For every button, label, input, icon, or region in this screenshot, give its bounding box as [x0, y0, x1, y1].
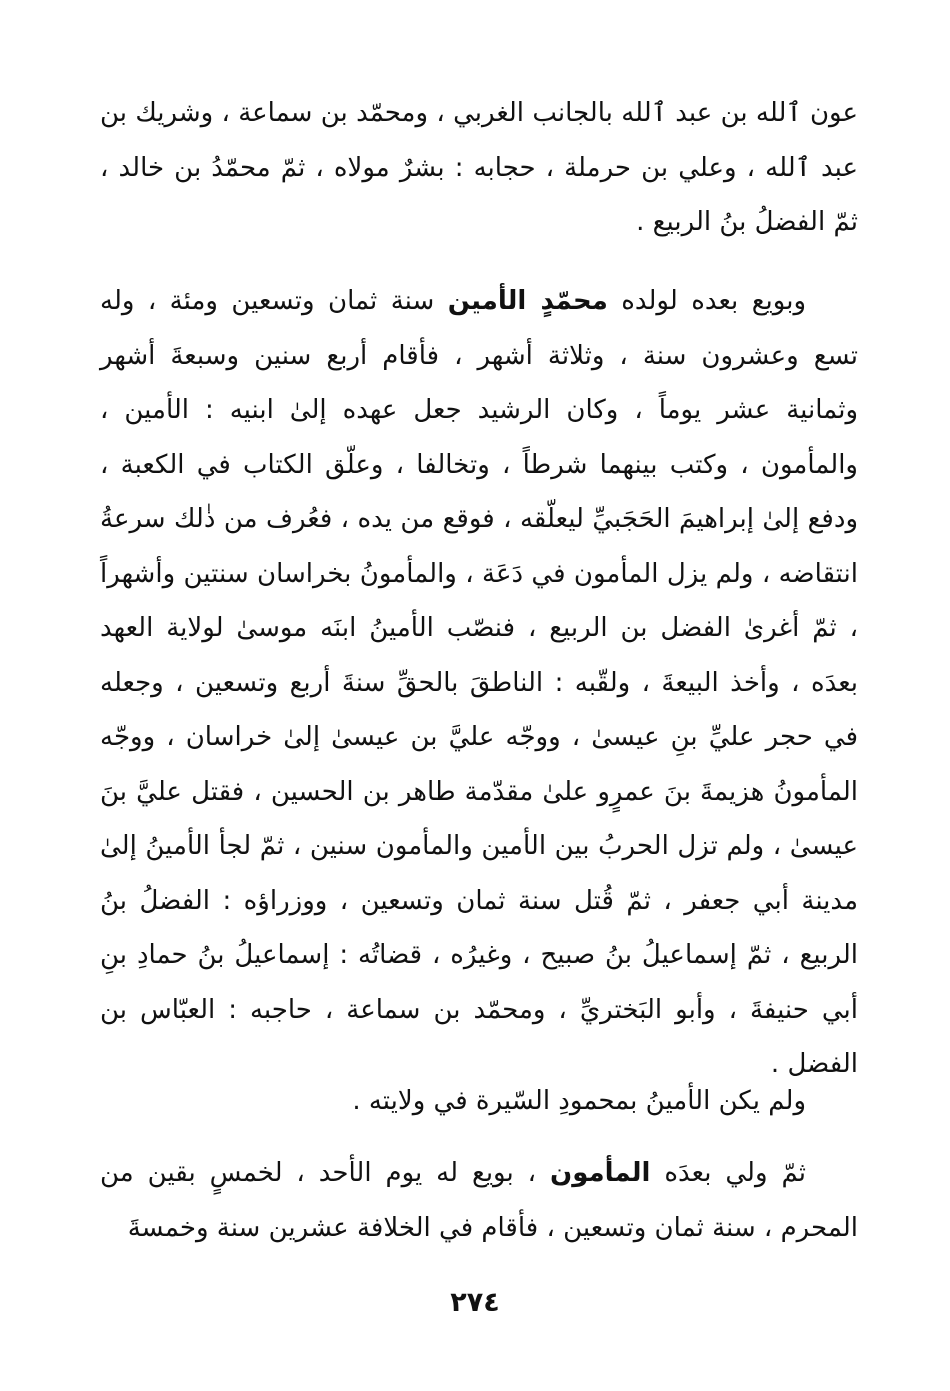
paragraph-1-segment-1: عون ٱلله بن عبد ٱلله بالجانب الغربي ، ومحمّد بن سماعة ، وشريك بن عبد ٱلله ، وعلي بن حرملة ، حجابه : بشرٌ مولاه ، ثمّ محمّدُ بن خالد ، ثمّ الفضلُ بنُ الربيع .	[100, 98, 858, 237]
paragraph-3-text	[100, 1074, 858, 1129]
page-number: ٢٧٤	[450, 1287, 500, 1318]
paragraph-1-text	[100, 86, 858, 250]
caliph-name-al-mamun: المأمون	[550, 1158, 651, 1188]
caliph-name-al-amin: محمّدٍ الأمين	[447, 286, 608, 316]
paragraph-4-text	[100, 1146, 858, 1255]
paragraph-1	[100, 86, 858, 250]
paragraph-4-segment-1: ثمّ ولي بعدَه	[650, 1158, 807, 1188]
paragraph-2	[100, 274, 858, 1092]
paragraph-2-segment-1: وبويع بعده لولده	[607, 286, 807, 316]
paragraph-3	[100, 1074, 858, 1129]
paragraph-2-text	[100, 274, 858, 1092]
paragraph-4	[100, 1146, 858, 1255]
paragraph-4-segment-3: ، بويع له يوم الأحد ، لخمسٍ بقين من المحرم ، سنة ثمان وتسعين ، فأقام في الخلافة عشرين سنة وخمسةَ	[100, 1158, 858, 1243]
paragraph-2-segment-3: سنة ثمان وتسعين ومئة ، وله تسع وعشرون سنة ، وثلاثة أشهر ، فأقام أربع سنين وسبعةَ أشهر وثمانية عشر يوماً ، وكان الرشيد جعل عهده إلىٰ ابنيه : الأمين ، والمأمون ، وكتب بينهما شرطاً ، وتخالفا ، وعلّق الكتاب في الكعبة ، ودفع إلىٰ إبراهيمَ الحَجَبيِّ ليعلّقه ، فوقع من يده ، فعُرف من ذٰلك سرعةُ انتقاضه ، ولم يزل المأمون في دَعَة ، والمأمونُ بخراسان سنتين وأشهراً ، ثمّ أغرىٰ الفضل بن الربيع ، فنصّب الأمينُ ابنَه موسىٰ لولاية العهد بعدَه ، وأخذ البيعةَ ، ولقّبه : الناطقَ بالحقِّ سنةَ أربع وتسعين ، وجعله في حجر عليِّ بنِ عيسىٰ ، ووجّه عليَّ بن عيسىٰ إلىٰ خراسان ، ووجّه المأمونُ هزيمةَ بنَ عمرٍو علىٰ مقدّمة طاهر بن الحسين ، فقتل عليَّ بنَ عيسىٰ ، ولم تزل الحربُ بين الأمين والمأمون سنين ، ثمّ لجأ الأمينُ إلىٰ مدينة أبي جعفر ، ثمّ قُتل سنة ثمان وتسعين ، ووزراؤه : الفضلُ بنُ الربيع ، ثمّ إسماعيلُ بنُ صبيح ، وغيرُه ، قضاتُه : إسماعيلُ بنُ حمادِ بنِ أبي حنيفةَ ، وأبو البَختريِّ ، ومحمّد بن سماعة ، حاجبه : العبّاس بن الفضل .	[100, 286, 858, 1079]
paragraph-3-segment-1: ولم يكن الأمينُ بمحمودِ السّيرة في ولايته .	[352, 1086, 806, 1116]
